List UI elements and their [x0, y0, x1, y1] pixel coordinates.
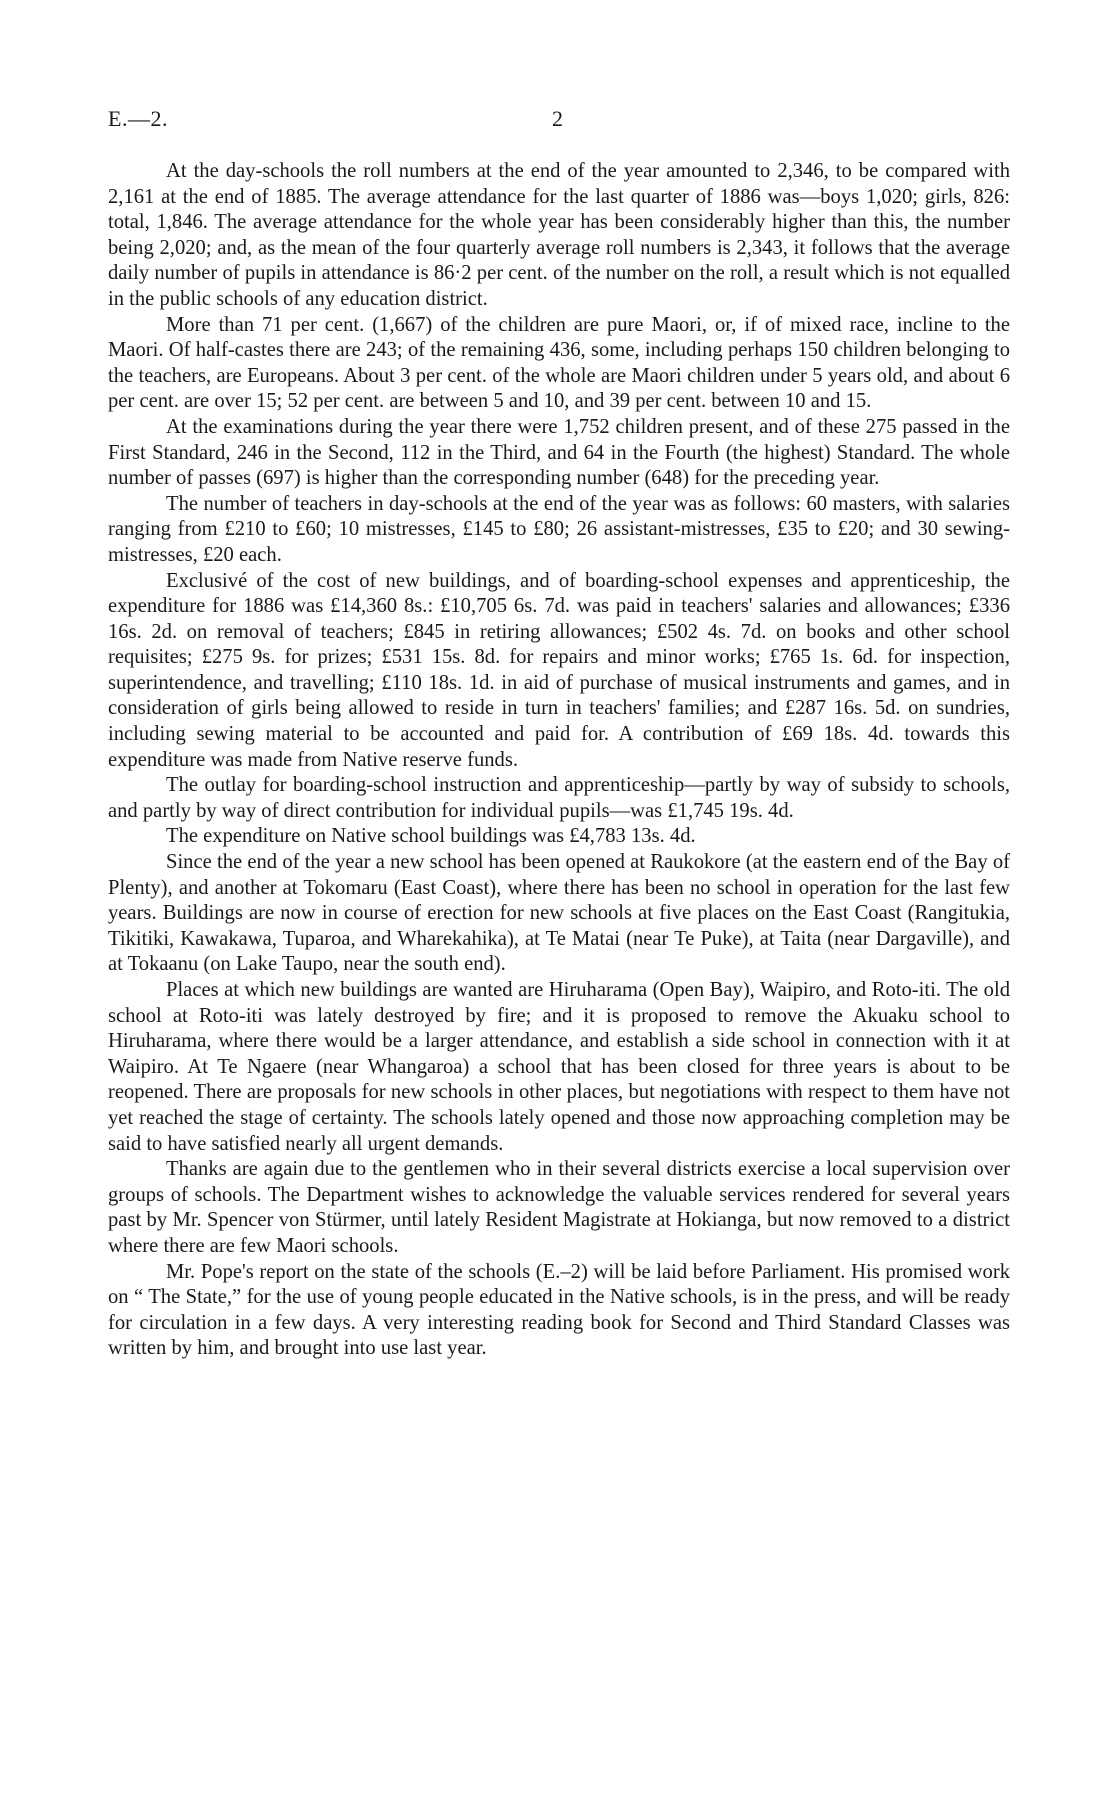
- page-number: 2: [552, 106, 563, 131]
- document-reference: E.—2.: [108, 106, 168, 131]
- paragraph-thanks: Thanks are again due to the gentlemen who in their several districts exercise a local supervision over groups of schools. The Department wishes to acknowledge the valuable services rendered for several years past by Mr. Spencer von Stürmer, until lately Resident Magistrate at Hokianga, but now removed to a district where there are few Maori schools.: [108, 1158, 1010, 1257]
- paragraph-buildings-expenditure: The expenditure on Native school buildings was £4,783 13s. 4d.: [166, 825, 696, 848]
- paragraph-new-schools: Since the end of the year a new school has been opened at Raukokore (at the eastern end of the Bay of Plenty), and another at Tokomaru (East Coast), where there has been no school in operation for the last few years. Buildings are now in course of erection for new schools at five places on the East Coast (Rangitukia, Tikitiki, Kawakawa, Tuparoa, and Wharekahika), at Te Matai (near Te Puke), at Taita (near Dargaville), and at Tokaanu (on Lake Taupo, near the south end).: [108, 851, 1010, 976]
- paragraph-report: Mr. Pope's report on the state of the schools (E.–2) will be laid before Parliament. His promised work on “ The State,” for the use of young people educated in the Native schools, is in the press, and will be ready for circulation in a few days. A very interesting reading book for Second and Third Standard Classes was written by him, and brought into use last year.: [108, 1260, 1010, 1360]
- body-text: [108, 159, 1010, 1362]
- paragraph-attendance: At the day-schools the roll numbers at the end of the year amounted to 2,346, to be compared with 2,161 at the end of 1885. The average attendance for the last quarter of 1886 was—boys 1,020; girls, 826: total, 1,846. The average attendance for the whole year has been considerably higher than this, the number being 2,020; and, as the mean of the four quarterly average roll numbers is 2,343, it follows that the average daily number of pupils in attendance is 86·2 per cent. of the number on the roll, a result which is not equalled in the public schools of any education district.: [108, 160, 1010, 310]
- page-header: [108, 106, 1010, 136]
- paragraph-wanted-buildings: Places at which new buildings are wanted are Hiruharama (Open Bay), Waipiro, and Roto-iti. The old school at Roto-iti was lately destroyed by fire; and it is proposed to remove the Akuaku school to Hiruharama, where there would be a larger attendance, and establish a side school in connection with it at Waipiro. At Te Ngaere (near Whangaroa) a school that has been closed for three years is about to be reopened. There are proposals for new schools in other places, but negotiations with respect to them have not yet reached the stage of certainty. The schools lately opened and those now approaching completion may be said to have satisfied nearly all urgent demands.: [108, 979, 1010, 1155]
- paragraph-race-age: More than 71 per cent. (1,667) of the children are pure Maori, or, if of mixed race, incline to the Maori. Of half-castes there are 243; of the remaining 436, some, including perhaps 150 children belonging to the teachers, are Europeans. About 3 per cent. of the whole are Maori children under 5 years old, and about 6 per cent. are over 15; 52 per cent. are between 5 and 10, and 39 per cent. between 10 and 15.: [108, 313, 1010, 413]
- paragraph-examinations: At the examinations during the year there were 1,752 children present, and of these 275 passed in the First Standard, 246 in the Second, 112 in the Third, and 64 in the Fourth (the highest) Standard. The whole number of passes (697) is higher than the corresponding number (648) for the preceding year.: [108, 415, 1010, 490]
- paragraph-teachers: The number of teachers in day-schools at the end of the year was as follows: 60 masters, with salaries ranging from £210 to £60; 10 mistresses, £145 to £80; 26 assistant-mistresses, £35 to £20; and 30 sewing-mistresses, £20 each.: [108, 492, 1010, 566]
- paragraph-expenditure: Exclusivé of the cost of new buildings, and of boarding-school expenses and apprenticeship, the expenditure for 1886 was £14,360 8s.: £10,705 6s. 7d. was paid in teachers' salaries and allowances; £336 16s. 2d. on removal of teachers; £845 in retiring allowances; £502 4s. 7d. on books and other school requisites; £275 9s. for prizes; £531 15s. 8d. for repairs and minor works; £765 1s. 6d. for inspection, superintendence, and travelling; £110 18s. 1d. in aid of purchase of musical instruments and games, and in consideration of girls being allowed to reside in turn in teachers' families; and £287 16s. 5d. on sundries, including sewing material to be accounted and paid for. A contribution of £69 18s. 4d. towards this expenditure was made from Native reserve funds.: [108, 569, 1010, 771]
- paragraph-boarding-outlay: The outlay for boarding-school instruction and apprenticeship—partly by way of subsidy to schools, and partly by way of direct contribution for individual pupils—was £1,745 19s. 4d.: [108, 774, 1010, 822]
